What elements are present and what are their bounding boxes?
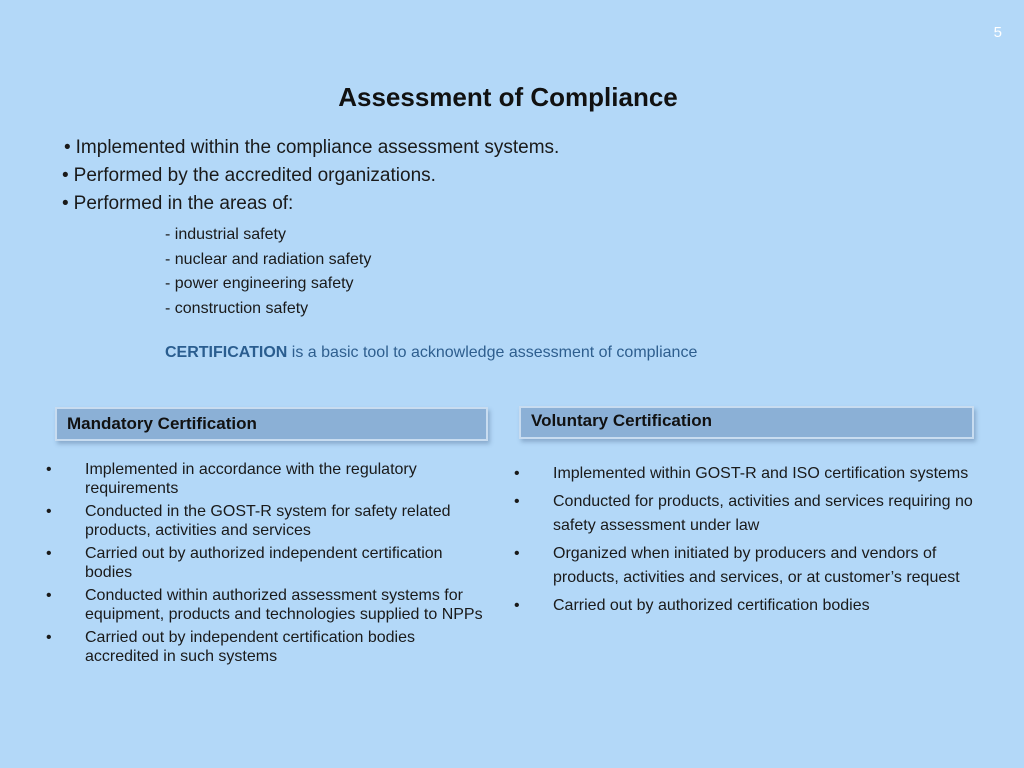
mandatory-item-text: Conducted in the GOST-R system for safety related products, activities and services <box>85 503 451 539</box>
voluntary-item-text: Carried out by authorized certification bodies <box>553 597 870 614</box>
mandatory-item <box>45 544 485 582</box>
main-bullet-list <box>62 134 559 218</box>
voluntary-item-text: Implemented within GOST-R and ISO certification systems <box>553 465 969 482</box>
bullet-dot-icon: • <box>46 503 52 520</box>
safety-area-item: - nuclear and radiation safety <box>165 250 372 268</box>
mandatory-item <box>45 628 485 666</box>
bullet-dot-icon: • <box>46 587 52 604</box>
safety-area-item: - industrial safety <box>165 226 286 243</box>
mandatory-item-text: Carried out by authorized independent certification bodies <box>85 545 443 581</box>
voluntary-item-text: Conducted for products, activities and services requiring no safety assessment under law <box>553 493 973 534</box>
bullet-dot-icon: • <box>46 545 52 562</box>
voluntary-item <box>513 490 973 538</box>
main-bullet-text: Implemented within the compliance assessment systems. <box>75 137 560 158</box>
mandatory-item <box>45 586 485 624</box>
main-bullet-text: Performed in the areas of: <box>73 193 294 214</box>
main-bullet-item <box>62 134 559 162</box>
bullet-dot-icon: • <box>46 629 52 646</box>
voluntary-item <box>513 542 973 590</box>
slide-title: Assessment of Compliance <box>338 82 678 112</box>
safety-areas-list <box>165 223 371 321</box>
mandatory-item-text: Carried out by independent certification bodies accredited in such systems <box>85 629 415 665</box>
safety-area-item: - construction safety <box>165 299 309 317</box>
main-bullet-text: Performed by the accredited organizations. <box>73 165 436 186</box>
mandatory-certification-list <box>45 460 485 670</box>
main-bullet-item <box>62 162 559 190</box>
bullet-dot-icon: • <box>46 461 52 478</box>
mandatory-item-text: Conducted within authorized assessment systems for equipment, products and technologies supplied to NPPs <box>85 587 483 623</box>
voluntary-certification-list <box>513 462 973 622</box>
main-bullet-item <box>62 190 559 218</box>
bullet-dot-icon: • <box>514 465 520 482</box>
certification-note <box>165 344 697 362</box>
voluntary-item <box>513 594 973 618</box>
bullet-dot-icon: • <box>514 597 520 614</box>
voluntary-item <box>513 462 973 486</box>
mandatory-item <box>45 460 485 498</box>
bullet-dot-icon: • <box>62 165 69 186</box>
safety-area-item: - power engineering safety <box>165 275 354 292</box>
slide-number: 5 <box>993 24 1002 41</box>
bullet-dot-icon: • <box>514 545 520 562</box>
bullet-dot-icon: • <box>64 137 71 158</box>
certification-keyword: CERTIFICATION <box>165 344 288 361</box>
bullet-dot-icon: • <box>62 193 69 214</box>
mandatory-item <box>45 502 485 540</box>
mandatory-item-text: Implemented in accordance with the regulatory requirements <box>85 461 417 497</box>
bullet-dot-icon: • <box>514 493 520 510</box>
certification-note-text: is a basic tool to acknowledge assessment of compliance <box>287 344 698 361</box>
voluntary-certification-heading: Voluntary Certification <box>519 406 974 439</box>
voluntary-item-text: Organized when initiated by producers and vendors of products, activities and services, or at customer’s request <box>553 545 960 586</box>
mandatory-certification-heading: Mandatory Certification <box>55 407 488 441</box>
